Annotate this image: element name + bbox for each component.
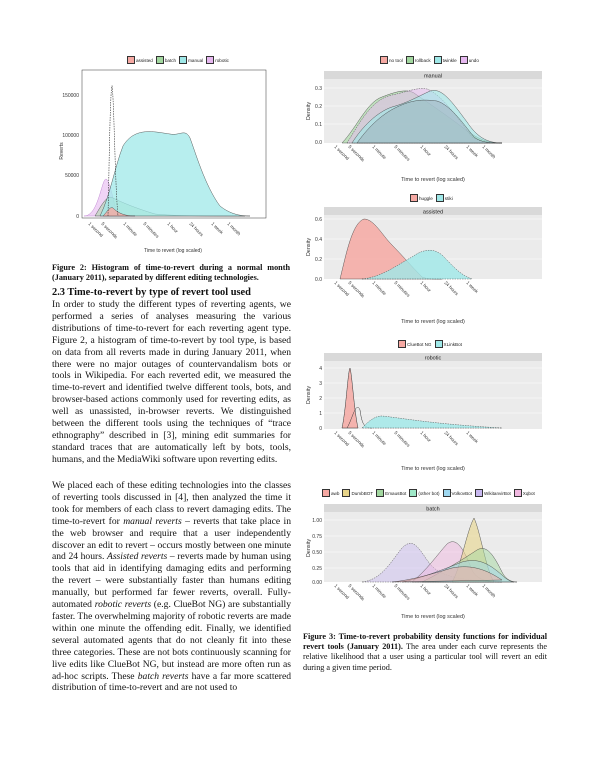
fig2-caption-bold: Figure 2: Histogram of time-to-revert during a normal month (January 2011), separated by different editing technologies.: [52, 263, 290, 283]
xtick: 5 seconds: [100, 221, 119, 240]
svg-text:1 hour: 1 hour: [419, 144, 433, 157]
fig3-batch-chart: [302, 500, 546, 622]
svg-text:Density: Density: [306, 385, 312, 405]
svg-text:0.4: 0.4: [315, 237, 322, 243]
ytick: 150000: [62, 93, 79, 99]
fig3-manual-legend: no tool rollback twinkle undo: [380, 56, 479, 64]
svg-text:1 minute: 1 minute: [371, 430, 388, 447]
svg-text:Density: Density: [306, 538, 312, 558]
svg-text:0.0: 0.0: [315, 277, 322, 283]
xtick: 1 minute: [122, 221, 139, 238]
svg-text:1 hour: 1 hour: [419, 430, 433, 443]
ytick: 0: [76, 214, 79, 220]
svg-text:0.6: 0.6: [315, 217, 322, 223]
fig2-legend: [127, 56, 229, 64]
svg-text:5 seconds: 5 seconds: [347, 430, 366, 449]
svg-text:24 hours: 24 hours: [443, 430, 460, 447]
svg-text:0.75: 0.75: [312, 534, 322, 540]
legend-label: assisted: [136, 57, 153, 63]
svg-text:0.25: 0.25: [312, 566, 322, 572]
legend-label: manual: [188, 57, 204, 63]
svg-text:Density: Density: [306, 237, 312, 257]
svg-text:3: 3: [319, 381, 322, 387]
svg-text:1 month: 1 month: [481, 583, 497, 599]
panel-title: manual: [423, 73, 443, 80]
svg-text:1 week: 1 week: [465, 280, 480, 295]
svg-text:0.0: 0.0: [315, 140, 322, 146]
svg-text:5 seconds: 5 seconds: [347, 583, 366, 602]
svg-text:2: 2: [319, 396, 322, 402]
svg-text:24 hours: 24 hours: [443, 583, 460, 600]
svg-text:1 second: 1 second: [333, 583, 351, 600]
svg-text:Time to revert (log scaled): Time to revert (log scaled): [401, 177, 465, 183]
svg-text:24 hours: 24 hours: [443, 144, 460, 161]
svg-text:1 second: 1 second: [333, 144, 351, 161]
svg-text:0.00: 0.00: [312, 580, 322, 586]
svg-text:Time to revert (log scaled): Time to revert (log scaled): [401, 466, 465, 472]
section-paragraph-2: We placed each of these editing technologies into the classes of reverting tools discussed in [4], then analyzed the time it took for members of each class to revert damaging edits. The time-to-revert for manual reverts – reverts that take place in the web browser and require that a user independently discover an edit to revert – occurs mostly between one minute and 24 hours. Assisted reverts – reverts made by human using tools that aid in identifying damaging edits and performing the revert – were substantially faster than humans editing manually, but performed far fewer reverts, overall. Fully-automated robotic reverts (e.g. ClueBot NG) are substantially faster. The overwhelming majority of robotic reverts are made within one minute the offending edit. Finally, we identified several automated agents that do not cleanly fit into these three categories. These are not bots continuously scanning for live edits like ClueBot NG, but instead are more often run as ad-hoc scripts. These batch reverts have a far more scattered distribution of time-to-revert and are not used to: [52, 480, 292, 694]
svg-text:4: 4: [319, 366, 322, 372]
svg-text:5 minutes: 5 minutes: [393, 280, 411, 298]
fig3-robotic-legend: ClueBot NG XLinkBot: [398, 340, 462, 348]
svg-text:1.00: 1.00: [312, 518, 322, 524]
svg-text:0.2: 0.2: [315, 257, 322, 263]
svg-text:1 week: 1 week: [465, 430, 480, 445]
section-paragraph-1: In order to study the different types of reverting agents, we performed a series of analyses measuring the various distributions of time-to-revert for each reverting agent type. Figure 2, a histogram of time-to-revert by tool type, is based on data from all reverts made in during January 2011, when there were no major outages of countervandalism bots or tools in Wikipedia. For each reverted edit, we measured the time-to-revert and identified twelve different tools, bots, and browser-based actions commonly used for reverting edits, as well as unassisted, in-browser reverts. We distinguished between the different tools using the techniques of “trace ethnography” described in [3], mining edit summaries for standard traces that are automatically left by bots, tools, humans, and the MediaWiki software upon reverting edits.: [52, 299, 291, 465]
svg-text:0.2: 0.2: [315, 104, 322, 110]
svg-text:1 hour: 1 hour: [419, 583, 433, 596]
xtick: 1 week: [210, 221, 225, 236]
fig2-ylabel: Reverts: [59, 142, 65, 160]
svg-text:0: 0: [319, 426, 322, 432]
svg-text:1 hour: 1 hour: [419, 280, 433, 293]
svg-text:batch: batch: [426, 506, 440, 513]
fig3-batch-legend: awb DumbBOT EmausBot (other bot) VolkovBot WikitanvirBot Xqbot: [322, 489, 535, 497]
legend-label: robotic: [215, 57, 229, 63]
svg-text:1 week: 1 week: [465, 583, 480, 598]
svg-text:1 second: 1 second: [333, 430, 351, 447]
fig3-assisted-legend: huggle stiki: [410, 194, 453, 202]
fig3-assisted-chart: [302, 205, 546, 333]
svg-text:0.1: 0.1: [315, 122, 322, 128]
svg-text:1 second: 1 second: [333, 280, 351, 297]
svg-text:assisted: assisted: [422, 209, 444, 216]
section-heading: 2.3 Time-to-revert by type of revert tool used: [52, 287, 251, 298]
svg-text:5 seconds: 5 seconds: [347, 280, 366, 299]
svg-text:5 minutes: 5 minutes: [393, 430, 411, 448]
ytick: 50000: [65, 173, 79, 179]
svg-text:1 month: 1 month: [481, 144, 497, 160]
xtick: 1 month: [226, 221, 242, 237]
svg-text:Time to revert (log scaled): Time to revert (log scaled): [401, 614, 465, 620]
svg-text:24 hours: 24 hours: [443, 280, 460, 297]
svg-text:Time to revert (log scaled): Time to revert (log scaled): [401, 319, 465, 325]
svg-text:1 week: 1 week: [465, 144, 480, 159]
svg-text:0.50: 0.50: [312, 550, 322, 556]
svg-text:1 minute: 1 minute: [371, 583, 388, 600]
ytick: 100000: [62, 133, 79, 139]
xtick: 1 hour: [166, 221, 180, 234]
svg-text:Density: Density: [306, 101, 312, 121]
fig3-caption: Figure 3: Time-to-revert probability density functions for individual revert tools (January 2011). The area under each curve represents the relative likelihood that a user using a particular tool will revert an edit during a given time period.: [303, 632, 548, 672]
svg-text:1 minute: 1 minute: [371, 144, 388, 161]
svg-text:5 minutes: 5 minutes: [393, 583, 411, 601]
xtick: 5 minutes: [142, 221, 160, 239]
fig2-chart: [55, 66, 270, 256]
fig2-xlabel: Time to revert (log scaled): [144, 248, 202, 254]
svg-text:robotic: robotic: [424, 355, 442, 362]
svg-text:1: 1: [319, 411, 322, 417]
xtick: 24 hours: [188, 221, 205, 238]
fig3-manual-chart: [302, 67, 546, 185]
svg-text:1 minute: 1 minute: [371, 280, 388, 297]
legend-label: batch: [164, 57, 177, 63]
svg-text:5 minutes: 5 minutes: [393, 144, 411, 162]
svg-text:5 seconds: 5 seconds: [347, 144, 366, 163]
xtick: 1 second: [87, 221, 105, 238]
fig2-caption: [52, 263, 290, 283]
fig3-robotic-chart: [302, 350, 546, 476]
svg-text:0.3: 0.3: [315, 86, 322, 92]
